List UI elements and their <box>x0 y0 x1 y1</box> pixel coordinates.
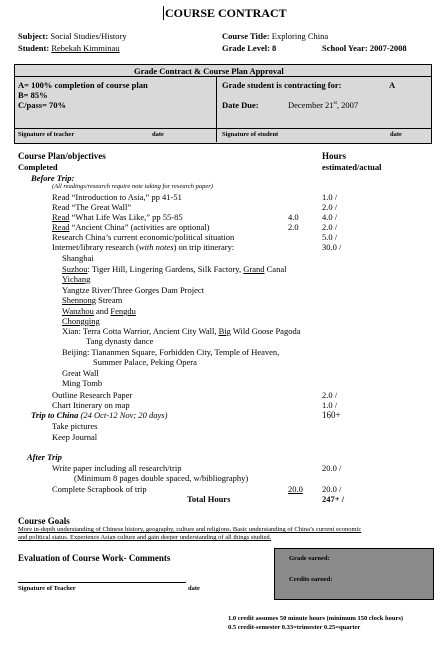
sig-teacher-date: date <box>152 131 164 138</box>
read-intro-asia-hours: 1.0 / <box>322 192 338 202</box>
grade-level: Grade Level: 8 <box>222 43 277 53</box>
read-life-hours: 4.0 / <box>322 212 338 222</box>
grade-a: A= 100% completion of course plan <box>18 80 148 90</box>
city-xian: Xian: Terra Cotta Warrior, Ancient City Wall, Big Wild Goose Pagoda <box>62 326 301 336</box>
goals-line-1: More in-depth understanding of Chinese history, geography, culture and religions. Basic understanding of China’s current economic <box>18 526 362 533</box>
contracting-label: Grade student is contracting for: <box>222 80 342 90</box>
scrapbook-completed: 20.0 <box>288 484 303 494</box>
sig-teacher-label: Signature of teacher <box>18 131 75 138</box>
trip-hours: 160+ <box>322 410 341 420</box>
write-paper-hours: 20.0 / <box>322 463 342 473</box>
hours-heading: Hours <box>322 151 347 161</box>
read-ancient-china-hours: 2.0 / <box>322 222 338 232</box>
sig-teacher-final: Signature of Teacher <box>18 585 76 592</box>
keep-journal: Keep Journal <box>52 432 98 442</box>
chart-itinerary: Chart Itinerary on map <box>52 400 130 410</box>
contracting-value: A <box>389 80 396 90</box>
reading-note: (All readings/research require note taking for research paper) <box>52 183 213 190</box>
city-chongqing: Chongqing <box>62 316 100 326</box>
read-great-wall-hours: 2.0 / <box>322 202 338 212</box>
research-itinerary-hours: 30.0 / <box>322 242 342 252</box>
subject-value: Social Studies/History <box>50 31 127 41</box>
sig-student-date: date <box>390 131 402 138</box>
grade-b: B= 85% <box>18 90 48 100</box>
course-title-line: Course Title: Exploring China <box>222 31 329 41</box>
outline-paper: Outline Research Paper <box>52 390 133 400</box>
credit-footnote-2: 0.5 credit-semester 0.33=trimester 0.25=quarter <box>228 624 361 631</box>
date-due-value: December 21st, 2007 <box>288 100 359 110</box>
take-pictures: Take pictures <box>52 421 98 431</box>
grade-c: C/pass= 70% <box>18 100 67 110</box>
research-economic: Research China’s current economic/political situation <box>52 232 235 242</box>
read-intro-asia: Read “Introduction to Asia,” pp 41-51 <box>52 192 182 202</box>
city-yangtze: Yangtze River/Three Gorges Dam Project <box>62 285 205 295</box>
outline-paper-hours: 2.0 / <box>322 390 338 400</box>
grade-earned-label: Grade earned: <box>289 555 330 562</box>
page-title: COURSE CONTRACT <box>165 6 287 20</box>
sig-teacher-final-date: date <box>188 585 200 592</box>
write-paper: Write paper including all research/trip <box>52 463 182 473</box>
city-shanghai: Shanghai <box>62 253 94 263</box>
completed-heading: Completed <box>18 162 58 172</box>
goals-heading: Course Goals <box>18 516 70 526</box>
read-great-wall: Read “The Great Wall” <box>52 202 132 212</box>
goals-line-2: and political status. Experience Asian culture and gain deeper understanding of all things studied. <box>18 534 272 541</box>
sig-student-label: Signature of student <box>222 131 279 138</box>
teacher-signature-line <box>18 582 186 583</box>
total-hours-value: 247+ / <box>322 494 345 504</box>
approval-heading: Grade Contract & Course Plan Approval <box>134 66 284 76</box>
scrapbook-hours: 20.0 / <box>322 484 342 494</box>
city-suzhou: Suzhou: Tiger Hill, Lingering Gardens, Silk Factory, Grand Canal <box>62 264 287 274</box>
hours-subheading: estimated/actual <box>322 162 382 172</box>
read-life-completed: 4.0 <box>288 212 299 222</box>
trip-to-china: Trip to China (24 Oct-12 Nov; 20 days) <box>31 410 168 420</box>
read-life: Read “What Life Was Like,” pp 55-85 <box>52 212 183 222</box>
course-title-value: Exploring China <box>271 31 329 41</box>
before-trip-heading: Before Trip: <box>31 173 75 183</box>
total-hours-label: Total Hours <box>187 494 231 504</box>
chart-itinerary-hours: 1.0 / <box>322 400 338 410</box>
research-itinerary: Internet/library research (with notes) on trip itinerary: <box>52 242 235 252</box>
student-name: Rebekah Kimminau <box>51 43 120 53</box>
city-great-wall: Great Wall <box>62 368 99 378</box>
city-shennong: Shennong Stream <box>62 295 123 305</box>
city-beijing-cont: Summer Palace, Peking Opera <box>93 357 197 367</box>
paper-requirement: (Minimum 8 pages double spaced, w/bibliography) <box>74 473 249 483</box>
city-beijing: Beijing: Tiananmen Square, Forbidden City, Temple of Heaven, <box>62 347 280 357</box>
city-tang-dance: Tang dynasty dance <box>86 336 154 346</box>
evaluation-heading: Evaluation of Course Work- Comments <box>18 553 171 563</box>
scrapbook: Complete Scrapbook of trip <box>52 484 147 494</box>
city-yichang: Yichang <box>62 274 91 284</box>
after-trip-heading: After Trip <box>27 452 62 462</box>
student-line: Student: Rebekah Kimminau <box>18 43 120 53</box>
read-ancient-china: Read “Ancient China” (activities are optional) <box>52 222 210 232</box>
date-due-label: Date Due: <box>222 100 259 110</box>
school-year: School Year: 2007-2008 <box>322 43 407 53</box>
research-economic-hours: 5.0 / <box>322 232 338 242</box>
city-wanzhou: Wanzhou and Fengdu <box>62 306 136 316</box>
credit-footnote-1: 1.0 credit assumes 50 minute hours (minimum 150 clock hours) <box>228 615 404 622</box>
subject-line: Subject: Social Studies/History <box>18 31 127 41</box>
read-ancient-china-completed: 2.0 <box>288 222 299 232</box>
plan-heading: Course Plan/objectives <box>18 151 106 161</box>
credits-earned-label: Credits earned: <box>289 576 333 583</box>
city-ming-tomb: Ming Tomb <box>62 378 103 388</box>
